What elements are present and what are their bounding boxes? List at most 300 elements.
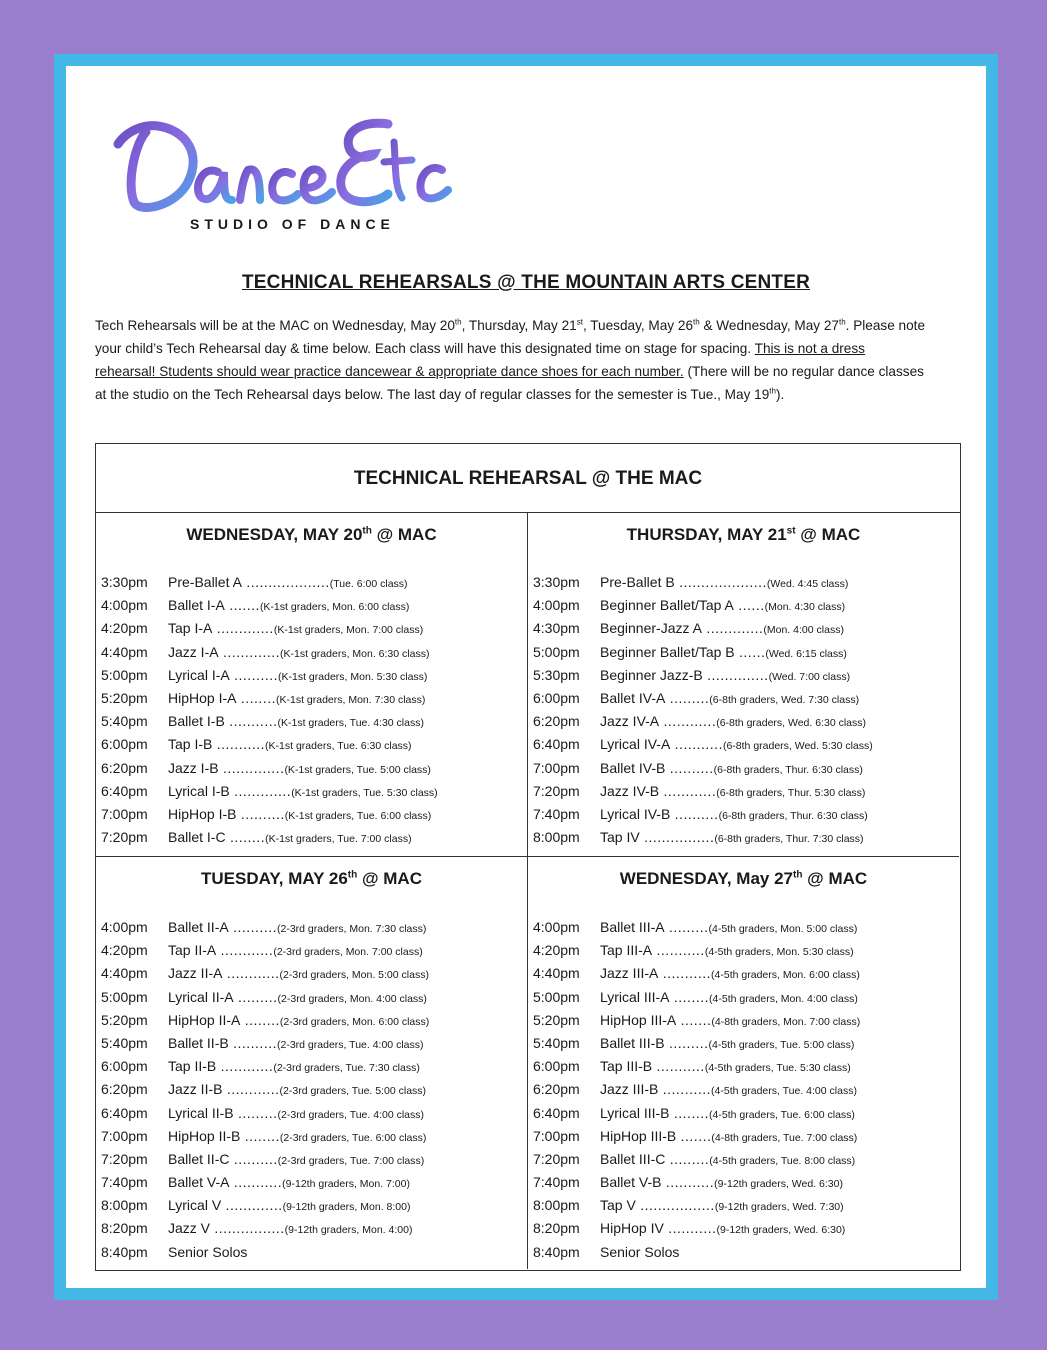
time-label: 4:00pm: [533, 597, 580, 614]
class-note: (9-12th graders, Mon. 8:00): [282, 1201, 411, 1214]
class-name: Lyrical III-A: [600, 988, 670, 1005]
class-note: (Wed. 6:15 class): [765, 647, 847, 660]
schedule-row: [101, 571, 521, 594]
class-note: (K-1st graders, Mon. 7:00 class): [273, 624, 424, 637]
time-label: 4:20pm: [101, 620, 148, 637]
schedule-table: [95, 443, 961, 1271]
time-label: 7:20pm: [533, 1150, 580, 1167]
leader-dots: .............: [212, 620, 274, 637]
class-note: (4-5th graders, Mon. 5:30 class): [704, 946, 854, 959]
schedule-row: [101, 1078, 521, 1101]
schedule-row: [101, 1009, 521, 1032]
class-note: (2-3rd graders, Tue. 7:30 class): [273, 1062, 420, 1075]
time-label: 3:30pm: [533, 574, 580, 590]
leader-dots: ........: [669, 988, 710, 1005]
leader-dots: .............: [218, 643, 281, 660]
schedule-row: [101, 641, 521, 664]
class-note: (K-1st graders, Mon. 6:30 class): [280, 647, 430, 660]
leader-dots: .............: [221, 1197, 283, 1214]
schedule-row: [101, 916, 521, 939]
schedule-row: [101, 1125, 521, 1148]
schedule-row: [533, 664, 953, 687]
day-heading-text: @ MAC: [795, 525, 861, 544]
leader-dots: ..........: [229, 1150, 278, 1167]
class-note: (6-8th graders, Thur. 7:30 class): [714, 833, 864, 846]
class-name: Beginner Jazz-B: [600, 666, 703, 683]
day-heading-sup: st: [786, 525, 796, 537]
time-label: 7:20pm: [101, 1150, 148, 1167]
time-label: 5:20pm: [101, 689, 148, 706]
class-note: (2-3rd graders, Tue. 5:00 class): [279, 1085, 427, 1098]
class-note: (2-3rd graders, Mon. 6:00 class): [279, 1015, 430, 1028]
schedule-row: [533, 986, 953, 1009]
schedule-row: [533, 826, 953, 849]
leader-dots: ....................: [674, 574, 767, 590]
leader-dots: .............: [229, 782, 292, 799]
schedule-row: [101, 594, 521, 617]
day-section-wednesday-may-27: [528, 857, 959, 1269]
class-note: (2-3rd graders, Mon. 7:30 class): [277, 923, 427, 935]
time-label: 7:00pm: [101, 1127, 148, 1144]
leader-dots: ...........: [212, 736, 266, 753]
class-name: Tap V: [600, 1197, 636, 1214]
class-note: (Mon. 4:30 class): [764, 601, 846, 614]
class-name: HipHop III-B: [600, 1127, 677, 1144]
class-note: (9-12th graders, Wed. 6:30): [716, 1224, 846, 1237]
time-label: 5:00pm: [533, 643, 580, 660]
time-label: 8:40pm: [101, 1243, 148, 1260]
time-label: 5:00pm: [533, 988, 580, 1005]
leader-dots: .......: [676, 1011, 712, 1028]
day-section-tuesday-may-26: [96, 857, 528, 1269]
class-name: Ballet III-A: [600, 919, 665, 935]
intro-sup: th: [454, 317, 462, 327]
day-heading-text: THURSDAY, MAY 21: [626, 525, 787, 544]
leader-dots: ..............: [218, 759, 285, 776]
day-heading: [528, 869, 959, 889]
class-name: HipHop III-A: [600, 1011, 677, 1028]
leader-dots: ................: [639, 829, 715, 846]
leader-dots: ..........: [229, 666, 279, 683]
class-name: HipHop II-B: [168, 1127, 241, 1144]
class-note: (Tue. 6:00 class): [329, 578, 408, 590]
day-heading-sup: th: [347, 869, 358, 881]
schedule-row: [101, 1055, 521, 1078]
leader-dots: ...........: [652, 1058, 705, 1075]
time-label: 7:40pm: [533, 805, 580, 822]
schedule-row: [101, 1102, 521, 1125]
class-note: (2-3rd graders, Tue. 6:00 class): [279, 1131, 427, 1144]
leader-dots: ...........: [652, 942, 705, 959]
schedule-rows: [533, 571, 953, 849]
schedule-row: [533, 687, 953, 710]
schedule-row: [101, 617, 521, 640]
time-label: 8:40pm: [533, 1243, 580, 1260]
leader-dots: .......: [676, 1127, 712, 1144]
schedule-rows: [101, 916, 521, 1264]
leader-dots: ............: [222, 965, 280, 982]
time-label: 8:20pm: [101, 1220, 148, 1237]
day-heading-text: TUESDAY, MAY 26: [201, 869, 348, 888]
time-label: 6:20pm: [101, 1081, 148, 1098]
leader-dots: ...........: [658, 1081, 712, 1098]
schedule-row: [101, 962, 521, 985]
schedule-row: [533, 733, 953, 756]
leader-dots: ..........: [665, 759, 714, 776]
class-name: Ballet II-A: [168, 919, 229, 935]
class-note: (K-1st graders, Tue. 6:00 class): [284, 809, 432, 822]
schedule-row: [101, 1217, 521, 1240]
schedule-rows: [101, 571, 521, 849]
intro-text: ).: [775, 387, 785, 402]
page-heading: TECHNICAL REHEARSALS @ THE MOUNTAIN ARTS CENTER: [241, 272, 811, 293]
day-heading-text: @ MAC: [802, 869, 868, 888]
class-name: Beginner-Jazz A: [600, 620, 702, 637]
leader-dots: .........: [665, 689, 710, 706]
time-label: 8:00pm: [533, 829, 580, 846]
schedule-row: [101, 687, 521, 710]
class-note: (2-3rd graders, Tue. 4:00 class): [277, 1108, 424, 1121]
schedule-row: [533, 571, 953, 594]
time-label: 5:40pm: [533, 1034, 580, 1051]
schedule-row: [533, 1009, 953, 1032]
class-note: (2-3rd graders, Tue. 4:00 class): [277, 1038, 424, 1051]
time-label: 6:00pm: [533, 689, 580, 706]
class-name: Ballet I-C: [168, 829, 226, 846]
class-name: Lyrical II-B: [168, 1104, 234, 1121]
class-note: (Wed. 4:45 class): [766, 578, 849, 590]
schedule-row: [101, 1032, 521, 1055]
class-name: Lyrical IV-B: [600, 805, 671, 822]
class-name: Pre-Ballet B: [600, 574, 675, 590]
day-section-wednesday-may-20: [96, 513, 528, 857]
leader-dots: ...........: [661, 1174, 715, 1191]
schedule-row: [533, 617, 953, 640]
class-name: HipHop IV: [600, 1220, 664, 1237]
class-name: Ballet IV-A: [600, 689, 666, 706]
intro-paragraph: [95, 314, 925, 406]
leader-dots: ..........: [236, 805, 285, 822]
intro-text: Tech Rehearsals will be at the MAC on Wednesday, May 20: [95, 318, 455, 333]
class-name: Jazz III-A: [600, 965, 659, 982]
class-note: (K-1st graders, Mon. 5:30 class): [278, 670, 428, 683]
leader-dots: ................: [210, 1220, 285, 1237]
class-name: Ballet V-A: [168, 1174, 230, 1191]
class-name: Lyrical III-B: [600, 1104, 670, 1121]
time-label: 3:30pm: [101, 574, 148, 590]
class-note: (4-5th graders, Tue. 8:00 class): [709, 1154, 856, 1167]
leader-dots: ........: [240, 1011, 280, 1028]
time-label: 6:00pm: [533, 1058, 580, 1075]
time-label: 4:40pm: [101, 965, 148, 982]
class-name: Jazz III-B: [600, 1081, 659, 1098]
intro-text: & Wednesday, May 27: [699, 318, 839, 333]
class-note: (2-3rd graders, Tue. 7:00 class): [277, 1154, 425, 1167]
class-note: (K-1st graders, Tue. 5:00 class): [284, 763, 431, 776]
intro-underlined-text: This is not a dress rehearsal! Students should wear practice dancewear & appropriate dance shoes for each number.: [95, 341, 865, 379]
schedule-row: [533, 1171, 953, 1194]
class-name: Jazz IV-B: [600, 782, 660, 799]
schedule-row: [101, 757, 521, 780]
time-label: 5:20pm: [101, 1011, 148, 1028]
class-note: (K-1st graders, Mon. 7:30 class): [275, 693, 426, 706]
class-note: (4-8th graders, Tue. 7:00 class): [711, 1131, 858, 1144]
class-note: (4-8th graders, Mon. 7:00 class): [711, 1015, 861, 1028]
class-name: Pre-Ballet A: [168, 574, 242, 590]
schedule-row: [533, 1217, 953, 1240]
class-note: (K-1st graders, Tue. 4:30 class): [277, 717, 424, 730]
class-name: Lyrical I-A: [168, 666, 230, 683]
class-name: Ballet I-B: [168, 713, 225, 730]
class-name: HipHop I-B: [168, 805, 237, 822]
time-label: 5:00pm: [101, 988, 148, 1005]
day-heading-text: WEDNESDAY, MAY 20: [186, 525, 363, 544]
time-label: 4:30pm: [533, 620, 580, 637]
class-note: (2-3rd graders, Mon. 4:00 class): [277, 992, 427, 1005]
schedule-row: [533, 1125, 953, 1148]
class-name: Ballet II-C: [168, 1150, 230, 1167]
leader-dots: .................: [635, 1197, 715, 1214]
class-note: (4-5th graders, Tue. 5:30 class): [704, 1062, 851, 1075]
time-label: 4:40pm: [533, 965, 580, 982]
class-name: Tap I-A: [168, 620, 213, 637]
class-note: (4-5th graders, Tue. 5:00 class): [708, 1038, 855, 1051]
time-label: 8:20pm: [533, 1220, 580, 1237]
class-note: (9-12th graders, Wed. 6:30): [714, 1178, 843, 1191]
leader-dots: ......: [734, 643, 766, 660]
schedule-row: [533, 1102, 953, 1125]
intro-sup: th: [693, 317, 700, 327]
time-label: 5:40pm: [101, 713, 148, 730]
class-note: (6-8th graders, Wed. 6:30 class): [716, 717, 867, 730]
class-name: Tap IV: [600, 829, 640, 846]
schedule-row: [101, 939, 521, 962]
time-label: 7:20pm: [533, 782, 580, 799]
time-label: 4:40pm: [101, 643, 148, 660]
schedule-row: [101, 1171, 521, 1194]
time-label: 4:00pm: [533, 919, 580, 935]
class-name: Lyrical IV-A: [600, 736, 671, 753]
class-note: (4-5th graders, Mon. 6:00 class): [711, 969, 860, 982]
day-heading-sup: th: [362, 525, 372, 537]
class-note: (4-5th graders, Mon. 5:00 class): [708, 923, 858, 935]
class-name: Jazz I-A: [168, 643, 219, 660]
time-label: 4:00pm: [101, 919, 148, 935]
class-name: Ballet V-B: [600, 1174, 662, 1191]
class-name: Lyrical II-A: [168, 988, 234, 1005]
class-name: HipHop I-A: [168, 689, 237, 706]
time-label: 6:40pm: [101, 782, 148, 799]
schedule-row: [101, 803, 521, 826]
intro-text: , Thursday, May 21: [461, 318, 577, 333]
class-note: (6-8th graders, Thur. 5:30 class): [716, 786, 866, 799]
leader-dots: ........: [240, 1127, 280, 1144]
class-note: (K-1st graders, Tue. 5:30 class): [291, 786, 438, 799]
leader-dots: ........: [669, 1104, 710, 1121]
class-name: Lyrical I-B: [168, 782, 230, 799]
class-name: Tap I-B: [168, 736, 213, 753]
time-label: 6:40pm: [533, 1104, 580, 1121]
leader-dots: ..........: [670, 805, 719, 822]
day-heading: [528, 525, 959, 545]
class-note: (6-8th graders, Wed. 5:30 class): [722, 740, 873, 753]
leader-dots: ...........: [670, 736, 723, 753]
schedule-row: [101, 664, 521, 687]
class-name: Jazz IV-A: [600, 713, 660, 730]
class-note: (9-12th graders, Mon. 7:00): [282, 1178, 410, 1191]
time-label: 7:40pm: [101, 1174, 148, 1191]
class-name: Tap III-B: [600, 1058, 653, 1075]
class-note: (Wed. 7:00 class): [768, 670, 851, 683]
class-note: (6-8th graders, Thur. 6:30 class): [713, 763, 863, 776]
schedule-row: [101, 1241, 521, 1264]
class-name: HipHop II-A: [168, 1011, 241, 1028]
day-section-thursday-may-21: [528, 513, 959, 857]
time-label: 5:30pm: [533, 666, 580, 683]
schedule-row: [533, 939, 953, 962]
class-name: Jazz II-B: [168, 1081, 223, 1098]
intro-text: . Please note your child’s Tech Rehearsal day & time below. Each class will have this designated time on stage for spacing.: [95, 318, 926, 356]
leader-dots: ...................: [241, 574, 330, 590]
day-heading-text: @ MAC: [357, 869, 422, 888]
leader-dots: ...........: [224, 713, 278, 730]
time-label: 7:20pm: [101, 829, 148, 846]
class-name: Ballet IV-B: [600, 759, 666, 776]
time-label: 7:00pm: [101, 805, 148, 822]
time-label: 6:00pm: [101, 1058, 148, 1075]
schedule-row: [533, 803, 953, 826]
time-label: 6:40pm: [101, 1104, 148, 1121]
class-note: (4-5th graders, Tue. 6:00 class): [709, 1108, 855, 1121]
schedule-row: [533, 1055, 953, 1078]
leader-dots: ..............: [702, 666, 769, 683]
schedule-row: [533, 1194, 953, 1217]
intro-text: , Tuesday, May 26: [582, 318, 694, 333]
schedule-row: [533, 641, 953, 664]
leader-dots: ............: [222, 1081, 280, 1098]
schedule-row: [533, 1078, 953, 1101]
class-name: Beginner Ballet/Tap A: [600, 597, 734, 614]
leader-dots: .......: [224, 597, 260, 614]
time-label: 4:20pm: [533, 942, 580, 959]
class-note: (Mon. 4:00 class): [763, 624, 844, 637]
schedule-row: [533, 1148, 953, 1171]
leader-dots: ...........: [658, 965, 712, 982]
leader-dots: ...........: [229, 1174, 283, 1191]
schedule-row: [533, 710, 953, 733]
schedule-row: [533, 962, 953, 985]
class-name: Ballet III-B: [600, 1034, 665, 1051]
class-note: (6-8th graders, Wed. 7:30 class): [709, 693, 860, 706]
schedule-row: [101, 1194, 521, 1217]
class-name: Jazz II-A: [168, 965, 223, 982]
leader-dots: ......: [733, 597, 765, 614]
time-label: 8:00pm: [533, 1197, 580, 1214]
time-label: 7:00pm: [533, 759, 580, 776]
leader-dots: .........: [233, 988, 278, 1005]
class-name: Senior Solos: [168, 1243, 248, 1260]
class-name: Senior Solos: [600, 1243, 680, 1260]
class-note: (6-8th graders, Thur. 6:30 class): [718, 809, 868, 822]
time-label: 8:00pm: [101, 1197, 148, 1214]
class-note: (9-12th graders, Wed. 7:30): [714, 1201, 844, 1214]
time-label: 6:20pm: [533, 1081, 580, 1098]
class-name: Ballet II-B: [168, 1034, 229, 1051]
schedule-row: [533, 757, 953, 780]
schedule-row: [101, 826, 521, 849]
class-note: (2-3rd graders, Mon. 7:00 class): [273, 946, 423, 959]
class-note: (9-12th graders, Mon. 4:00): [284, 1224, 413, 1237]
class-note: (2-3rd graders, Mon. 5:00 class): [279, 969, 429, 982]
class-name: Ballet I-A: [168, 597, 225, 614]
class-name: Ballet III-C: [600, 1150, 666, 1167]
class-note: (4-5th graders, Mon. 4:00 class): [709, 992, 858, 1005]
day-heading: [96, 525, 527, 545]
time-label: 6:20pm: [101, 759, 148, 776]
time-label: 7:00pm: [533, 1127, 580, 1144]
logo-tagline: STUDIO OF DANCE: [190, 216, 395, 232]
schedule-row: [101, 710, 521, 733]
day-heading-text: WEDNESDAY, May 27: [619, 869, 793, 888]
time-label: 5:20pm: [533, 1011, 580, 1028]
class-note: (K-1st graders, Tue. 7:00 class): [265, 833, 412, 846]
time-label: 5:40pm: [101, 1034, 148, 1051]
schedule-row: [101, 1148, 521, 1171]
time-label: 5:00pm: [101, 666, 148, 683]
leader-dots: ............: [659, 782, 717, 799]
leader-dots: .........: [664, 1034, 709, 1051]
day-heading-sup: th: [793, 869, 803, 881]
schedule-row: [533, 916, 953, 939]
time-label: 4:20pm: [101, 942, 148, 959]
intro-text: (There will be no regular dance classes at the studio on the Tech Rehearsal days below. The last day of regular classes for the semester is Tue., May 19: [95, 364, 924, 402]
time-label: 6:00pm: [101, 736, 148, 753]
schedule-row: [101, 733, 521, 756]
leader-dots: ..........: [228, 1034, 277, 1051]
schedule-row: [533, 1032, 953, 1055]
flyer-page: [66, 66, 986, 1288]
leader-dots: ............: [216, 942, 274, 959]
leader-dots: .........: [664, 919, 709, 935]
class-name: Jazz V: [168, 1220, 211, 1237]
leader-dots: ........: [225, 829, 266, 846]
time-label: 6:20pm: [533, 713, 580, 730]
schedule-rows: [533, 916, 953, 1264]
leader-dots: ..........: [228, 919, 277, 935]
leader-dots: .............: [701, 620, 764, 637]
class-name: Beginner Ballet/Tap B: [600, 643, 735, 660]
class-name: Lyrical V: [168, 1197, 222, 1214]
class-name: Jazz I-B: [168, 759, 219, 776]
intro-sup: st: [576, 317, 583, 327]
day-heading-text: @ MAC: [371, 525, 437, 544]
class-note: (K-1st graders, Mon. 6:00 class): [259, 601, 410, 614]
time-label: 7:40pm: [533, 1174, 580, 1191]
leader-dots: .........: [665, 1150, 710, 1167]
class-name: Tap III-A: [600, 942, 653, 959]
schedule-row: [533, 594, 953, 617]
time-label: 6:40pm: [533, 736, 580, 753]
leader-dots: ...........: [663, 1220, 717, 1237]
time-label: 4:00pm: [101, 597, 148, 614]
table-title: TECHNICAL REHEARSAL @ THE MAC: [96, 444, 960, 513]
intro-sup: th: [838, 317, 846, 327]
class-note: (4-5th graders, Tue. 4:00 class): [711, 1085, 857, 1098]
leader-dots: ............: [216, 1058, 274, 1075]
day-heading: [96, 869, 527, 889]
leader-dots: .........: [233, 1104, 278, 1121]
leader-dots: ............: [659, 713, 717, 730]
